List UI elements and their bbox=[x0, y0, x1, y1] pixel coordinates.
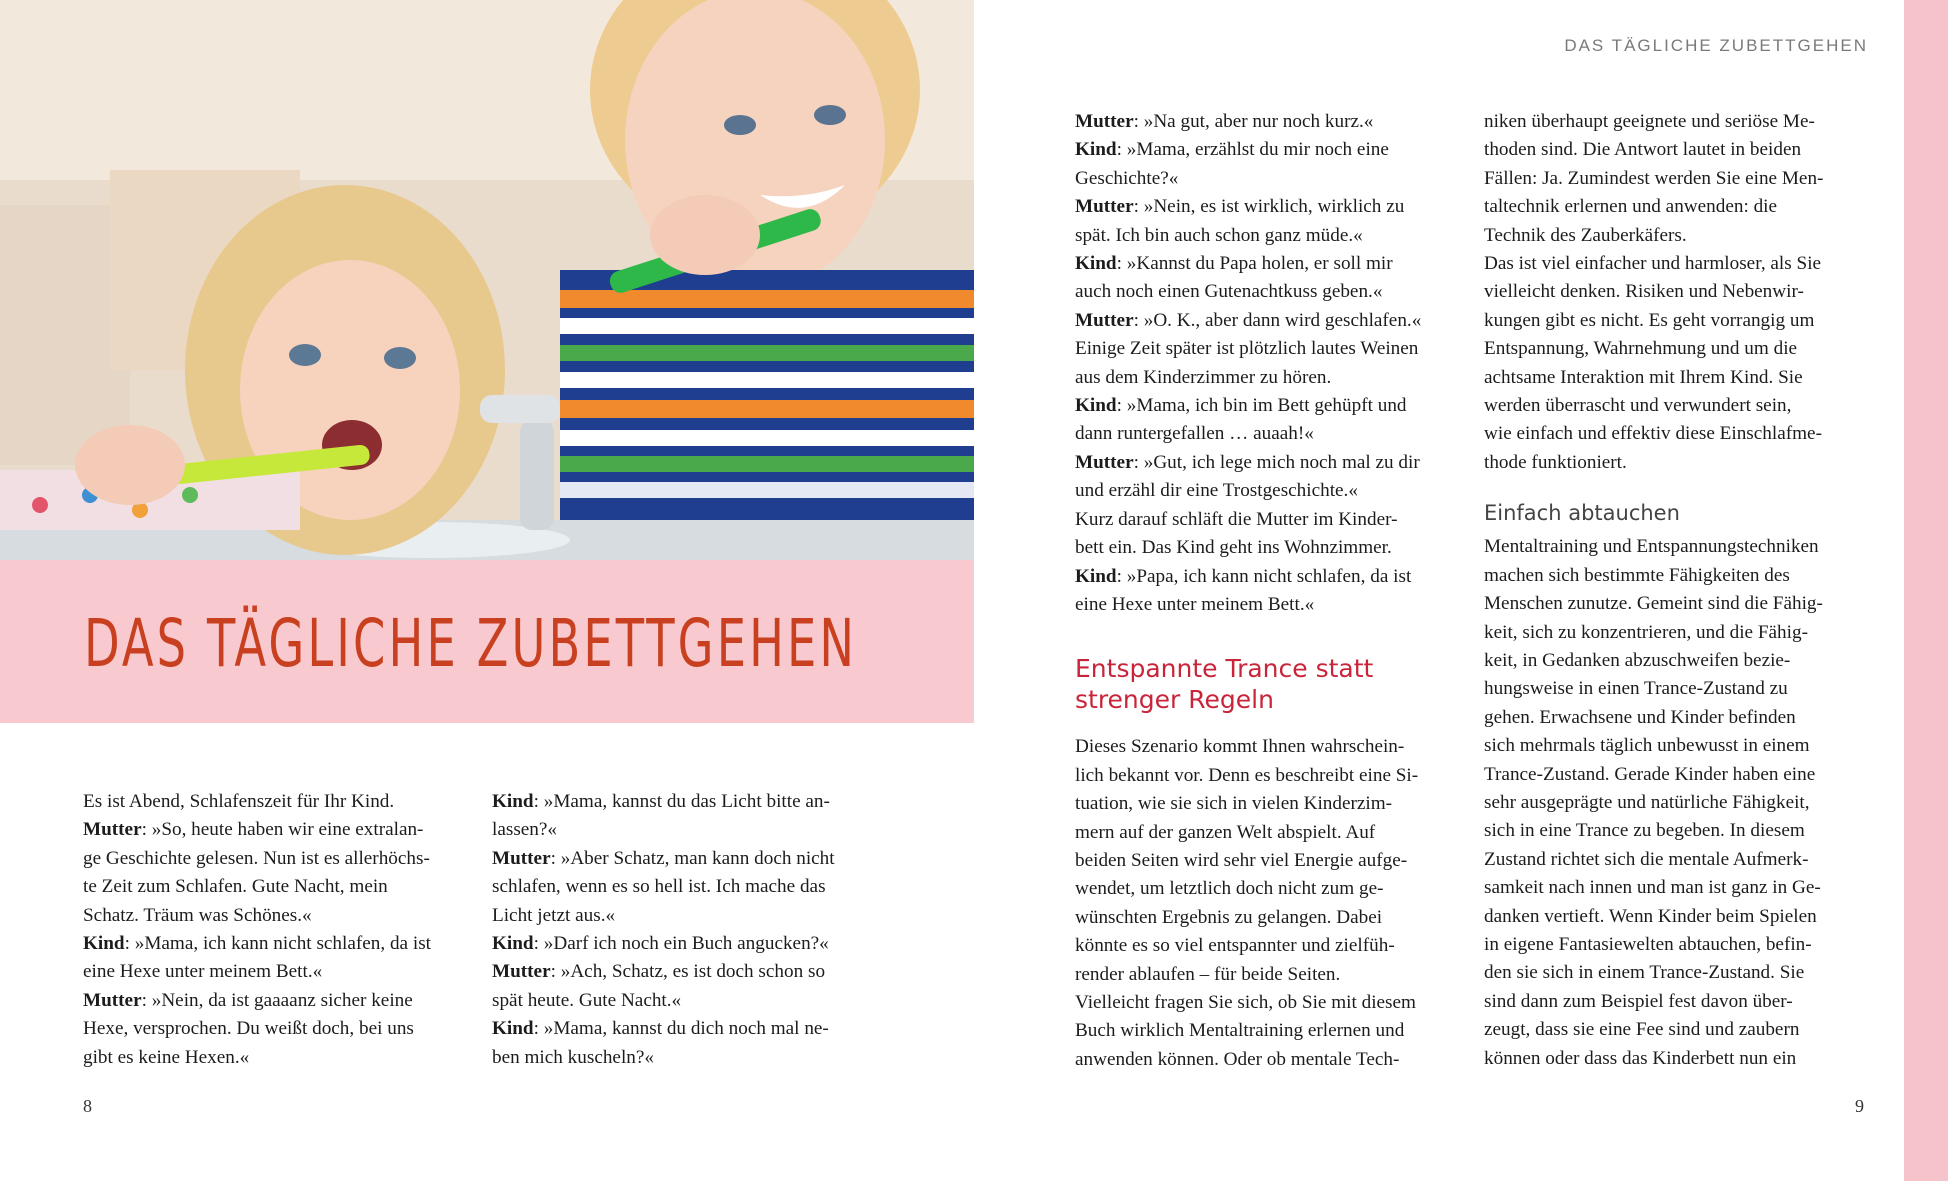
line-text: bett ein. Das Kind geht ins Wohnzimmer. bbox=[1075, 537, 1392, 559]
text-line bbox=[1075, 392, 1475, 420]
text-line bbox=[1075, 449, 1475, 477]
text-line bbox=[83, 873, 483, 901]
speaker-label: Kind bbox=[492, 1018, 534, 1040]
line-text: ge Geschichte gelesen. Nun ist es allerhöchs- bbox=[83, 847, 430, 869]
text-line bbox=[492, 1015, 892, 1043]
text-line bbox=[492, 816, 892, 844]
speaker-label: Kind bbox=[492, 933, 534, 955]
text-line: zeugt, dass sie eine Fee sind und zaubern bbox=[1484, 1019, 1800, 1041]
text-line: danken vertieft. Wenn Kinder beim Spielen bbox=[1484, 905, 1817, 927]
text-line: vielleicht denken. Risiken und Nebenwir- bbox=[1484, 281, 1804, 303]
speaker-label: Mutter bbox=[1075, 196, 1134, 218]
text-line: taltechnik erlernen und anwenden: die bbox=[1484, 196, 1778, 218]
right-page-column-2 bbox=[1484, 108, 1884, 1073]
left-page-column-2 bbox=[492, 788, 892, 1072]
text-line: wünschten Ergebnis zu gelangen. Dabei bbox=[1075, 906, 1383, 928]
text-line: in eigene Fantasiewelten abtauchen, befin- bbox=[1484, 933, 1812, 955]
line-text: ben mich kuscheln?« bbox=[492, 1046, 654, 1068]
text-line: niken überhaupt geeignete und seriöse Me- bbox=[1484, 111, 1815, 132]
text-line: wie einfach und effektiv diese Einschlafme- bbox=[1484, 423, 1822, 445]
mentaltraining-text bbox=[1484, 108, 1884, 477]
text-line bbox=[1075, 193, 1475, 221]
text-line bbox=[83, 788, 483, 816]
text-line: tuation, wie sie sich in vielen Kinderzim- bbox=[1075, 793, 1393, 815]
text-line bbox=[1075, 165, 1475, 193]
text-line: thode funktioniert. bbox=[1484, 451, 1627, 473]
line-text: Schatz. Träum was Schönes.« bbox=[83, 904, 312, 926]
text-line bbox=[83, 816, 483, 844]
text-line: wendet, um letztlich doch nicht zum ge- bbox=[1075, 878, 1384, 900]
line-text: : »Papa, ich kann nicht schlafen, da ist bbox=[1116, 565, 1412, 587]
text-line: machen sich bestimmte Fähigkeiten des bbox=[1484, 564, 1790, 586]
line-text: auch noch einen Gutenachtkuss geben.« bbox=[1075, 281, 1383, 303]
text-line: Trance-Zustand. Gerade Kinder haben eine bbox=[1484, 763, 1816, 785]
text-line: samkeit nach innen und man ist ganz in Ge- bbox=[1484, 877, 1821, 899]
speaker-label: Mutter bbox=[492, 847, 551, 869]
line-text: : »Kannst du Papa holen, er soll mir bbox=[1116, 253, 1393, 275]
section-heading-trance bbox=[1075, 653, 1475, 715]
text-line bbox=[83, 1015, 483, 1043]
chapter-title: DAS TÄGLICHE ZUBETTGEHEN bbox=[84, 605, 858, 682]
speaker-label: Kind bbox=[492, 791, 534, 812]
line-text: Einige Zeit später ist plötzlich lautes Weinen bbox=[1075, 338, 1419, 360]
text-line bbox=[1075, 335, 1475, 363]
line-text: : »Mama, erzählst du mir noch eine bbox=[1116, 139, 1389, 161]
text-line: keit, in Gedanken abzuschweifen bezie- bbox=[1484, 649, 1791, 671]
text-line: hungsweise in einen Trance-Zustand zu bbox=[1484, 678, 1788, 700]
line-text: : »Aber Schatz, man kann doch nicht bbox=[550, 847, 835, 869]
text-line: sehr ausgeprägte und natürliche Fähigkeit, bbox=[1484, 791, 1810, 813]
speaker-label: Kind bbox=[1075, 395, 1117, 417]
line-text: eine Hexe unter meinem Bett.« bbox=[1075, 593, 1315, 615]
text-line bbox=[492, 930, 892, 958]
text-line bbox=[1075, 136, 1475, 164]
speaker-label: Mutter bbox=[492, 961, 551, 983]
text-line: Entspannung, Wahrnehmung und um die bbox=[1484, 338, 1798, 360]
page-edge-strip bbox=[1904, 0, 1948, 1181]
text-line: sich in eine Trance zu begeben. In diesem bbox=[1484, 820, 1805, 842]
text-line bbox=[492, 958, 892, 986]
speaker-label: Mutter bbox=[1075, 451, 1134, 473]
line-text: lassen?« bbox=[492, 819, 558, 841]
text-line bbox=[1075, 420, 1475, 448]
line-text: : »Mama, ich kann nicht schlafen, da ist bbox=[124, 933, 431, 955]
text-line: Zustand richtet sich die mentale Aufmerk- bbox=[1484, 848, 1809, 870]
running-head: DAS TÄGLICHE ZUBETTGEHEN bbox=[1564, 36, 1868, 55]
section-heading-trance-line2: strenger Regeln bbox=[1075, 685, 1274, 715]
line-text: gibt es keine Hexen.« bbox=[83, 1046, 250, 1068]
text-line: Dieses Szenario kommt Ihnen wahrschein- bbox=[1075, 736, 1405, 758]
text-line bbox=[1075, 278, 1475, 306]
text-line: kungen gibt es nicht. Es geht vorrangig um bbox=[1484, 309, 1815, 331]
line-text: : »O. K., aber dann wird geschlafen.« bbox=[1133, 309, 1422, 331]
text-line bbox=[1075, 222, 1475, 250]
text-line: lich bekannt vor. Denn es beschreibt eine Si- bbox=[1075, 764, 1419, 786]
text-line: keit, sich zu konzentrieren, und die Fähig- bbox=[1484, 621, 1808, 643]
text-line bbox=[83, 1044, 483, 1072]
text-line: Menschen zunutze. Gemeint sind die Fähig- bbox=[1484, 593, 1823, 615]
speaker-label: Kind bbox=[1075, 253, 1117, 275]
text-line bbox=[1075, 364, 1475, 392]
text-line bbox=[83, 930, 483, 958]
line-text: und erzähl dir eine Trostgeschichte.« bbox=[1075, 480, 1358, 502]
line-text: Kurz darauf schläft die Mutter im Kinder- bbox=[1075, 508, 1398, 530]
text-line: achtsame Interaktion mit Ihrem Kind. Sie bbox=[1484, 366, 1803, 388]
text-line bbox=[1075, 108, 1475, 136]
text-line: Vielleicht fragen Sie sich, ob Sie mit diesem bbox=[1075, 991, 1416, 1013]
text-line bbox=[492, 902, 892, 930]
speaker-label: Mutter bbox=[1075, 111, 1134, 132]
text-line: werden überrascht und verwundert sein, bbox=[1484, 395, 1792, 417]
text-line bbox=[492, 845, 892, 873]
text-line bbox=[492, 987, 892, 1015]
speaker-label: Kind bbox=[1075, 139, 1117, 161]
line-text: dann runtergefallen … auaah!« bbox=[1075, 423, 1314, 445]
text-line: beiden Seiten wird sehr viel Energie aufge- bbox=[1075, 849, 1408, 871]
speaker-label: Kind bbox=[83, 933, 125, 955]
line-text: Geschichte?« bbox=[1075, 167, 1179, 189]
text-line: anwenden können. Oder ob mentale Tech- bbox=[1075, 1048, 1400, 1070]
line-text: spät. Ich bin auch schon ganz müde.« bbox=[1075, 224, 1363, 246]
speaker-label: Mutter bbox=[83, 989, 142, 1011]
text-line bbox=[83, 958, 483, 986]
line-text: : »Nein, da ist gaaaanz sicher keine bbox=[141, 989, 413, 1011]
section-heading-abtauchen: Einfach abtauchen bbox=[1484, 501, 1680, 526]
line-text: : »Mama, kannst du dich noch mal ne- bbox=[533, 1018, 829, 1040]
line-text: : »Mama, kannst du das Licht bitte an- bbox=[533, 791, 830, 812]
text-line bbox=[1075, 307, 1475, 335]
photo-illustration bbox=[0, 0, 974, 560]
text-line bbox=[1075, 477, 1475, 505]
children-brushing-teeth-photo bbox=[0, 0, 974, 560]
text-line bbox=[1075, 534, 1475, 562]
text-line bbox=[492, 1044, 892, 1072]
line-text: schlafen, wenn es so hell ist. Ich mache das bbox=[492, 876, 826, 898]
text-line bbox=[83, 987, 483, 1015]
right-page-column-1 bbox=[1075, 108, 1475, 1074]
text-line bbox=[1075, 563, 1475, 591]
abtauchen-section-body bbox=[1484, 533, 1884, 1073]
line-text: Es ist Abend, Schlafenszeit für Ihr Kind. bbox=[83, 791, 395, 812]
text-line: mern auf der ganzen Welt abspielt. Auf bbox=[1075, 821, 1376, 843]
line-text: spät heute. Gute Nacht.« bbox=[492, 989, 682, 1011]
text-line: Das ist viel einfacher und harmloser, als Sie bbox=[1484, 253, 1822, 275]
text-line: den sie sich in einem Trance-Zustand. Sie bbox=[1484, 962, 1805, 984]
line-text: : »So, heute haben wir eine extralan- bbox=[141, 819, 424, 841]
line-text: : »Mama, ich bin im Bett gehüpft und bbox=[1116, 395, 1407, 417]
page-number-left: 8 bbox=[83, 1096, 92, 1116]
text-line bbox=[83, 845, 483, 873]
line-text: eine Hexe unter meinem Bett.« bbox=[83, 961, 323, 983]
line-text: Hexe, versprochen. Du weißt doch, bei uns bbox=[83, 1018, 414, 1040]
text-line bbox=[492, 788, 892, 816]
text-line bbox=[1075, 506, 1475, 534]
dialog-continuation bbox=[1075, 108, 1475, 619]
speaker-label: Kind bbox=[1075, 565, 1117, 587]
line-text: aus dem Kinderzimmer zu hören. bbox=[1075, 366, 1332, 388]
line-text: : »Nein, es ist wirklich, wirklich zu bbox=[1133, 196, 1405, 218]
section-heading-trance-line1: Entspannte Trance statt bbox=[1075, 654, 1374, 684]
text-line bbox=[1075, 591, 1475, 619]
text-line: Buch wirklich Mentaltraining erlernen und bbox=[1075, 1020, 1405, 1042]
line-text: te Zeit zum Schlafen. Gute Nacht, mein bbox=[83, 876, 388, 898]
speaker-label: Mutter bbox=[83, 819, 142, 841]
text-line: können oder dass das Kinderbett nun ein bbox=[1484, 1047, 1797, 1069]
text-line: könnte es so viel entspannter und zielfüh- bbox=[1075, 935, 1395, 957]
text-line: sind dann zum Beispiel fest davon über- bbox=[1484, 990, 1793, 1012]
speaker-label: Mutter bbox=[1075, 309, 1134, 331]
line-text: : »Darf ich noch ein Buch angucken?« bbox=[533, 933, 829, 955]
text-line: Technik des Zauberkäfers. bbox=[1484, 224, 1687, 246]
text-line bbox=[1075, 250, 1475, 278]
line-text: : »Ach, Schatz, es ist doch schon so bbox=[550, 961, 826, 983]
line-text: : »Na gut, aber nur noch kurz.« bbox=[1133, 111, 1374, 132]
left-page-column-1 bbox=[83, 788, 483, 1072]
text-line: thoden sind. Die Antwort lautet in beiden bbox=[1484, 139, 1802, 161]
line-text: : »Gut, ich lege mich noch mal zu dir bbox=[1133, 451, 1420, 473]
text-line: render ablaufen – für beide Seiten. bbox=[1075, 963, 1341, 985]
trance-section-body bbox=[1075, 733, 1475, 1074]
text-line bbox=[83, 902, 483, 930]
text-line: Mentaltraining und Entspannungstechniken bbox=[1484, 536, 1819, 558]
text-line bbox=[492, 873, 892, 901]
text-line: gehen. Erwachsene und Kinder befinden bbox=[1484, 706, 1796, 728]
line-text: Licht jetzt aus.« bbox=[492, 904, 616, 926]
text-line: Fällen: Ja. Zumindest werden Sie eine Men- bbox=[1484, 167, 1824, 189]
text-line: sich mehrmals täglich unbewusst in einem bbox=[1484, 735, 1810, 757]
page-number-right: 9 bbox=[1855, 1096, 1864, 1116]
